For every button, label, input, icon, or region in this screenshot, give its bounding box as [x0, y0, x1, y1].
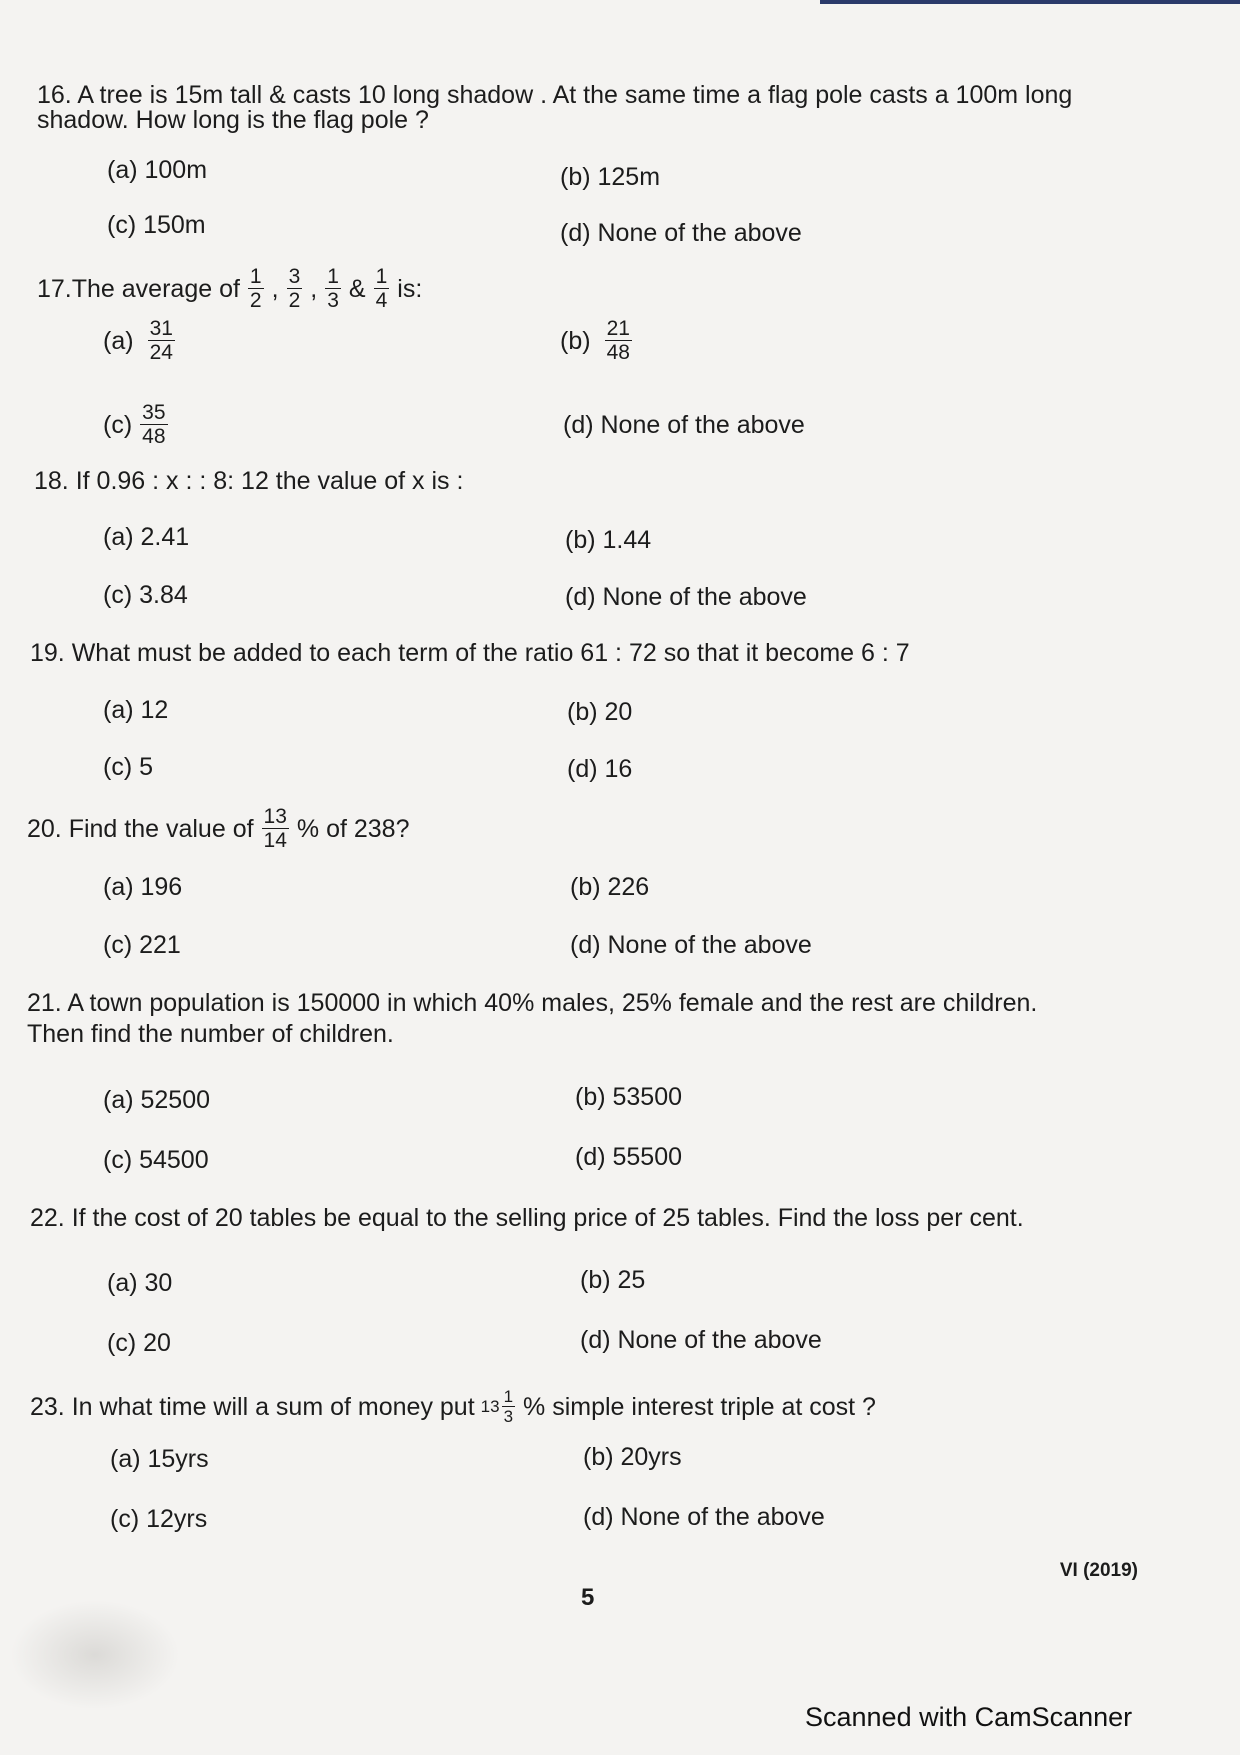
scan-smudge — [10, 1600, 180, 1710]
q17-fraction-4: $\frac{1}{4}$ — [375, 265, 388, 312]
q20-option-d: (d) None of the above — [570, 931, 812, 959]
q17-option-b-fraction: $\frac{21}{48}$ — [606, 317, 630, 364]
q20-option-b: (b) 226 — [570, 873, 650, 901]
question-19: 19. What must be added to each term of the ratio 61 : 72 so that it become 6 : 7 — [30, 639, 910, 667]
q17-amp: & — [348, 274, 366, 303]
q18-option-d: (d) None of the above — [565, 583, 807, 611]
q23-mixed-number: 13 $\frac{1}{3}$ — [480, 1387, 514, 1426]
q17-fraction-3: $\frac{1}{3}$ — [327, 265, 339, 312]
q20-option-a: (a) 196 — [103, 873, 183, 901]
q21-option-c: (c) 54500 — [103, 1146, 209, 1174]
q22-option-d: (d) None of the above — [580, 1326, 822, 1354]
top-edge-bar — [820, 0, 1240, 4]
q22-option-a: (a) 30 — [107, 1269, 173, 1297]
q22-option-b: (b) 25 — [580, 1266, 646, 1294]
q23-option-a: (a) 15yrs — [110, 1445, 209, 1473]
q21-option-a: (a) 52500 — [103, 1086, 211, 1114]
q20-option-c: (c) 221 — [103, 931, 181, 959]
q23-fraction: $\frac{1}{3}$ — [503, 1387, 514, 1426]
q19-option-a: (a) 12 — [103, 696, 169, 724]
q16-option-b: (b) 125m — [560, 163, 661, 191]
q17-option-b: (b) $\frac{21}{48}$ — [560, 317, 630, 364]
scanner-watermark: Scanned with CamScanner — [805, 1702, 1133, 1732]
q19-option-b: (b) 20 — [567, 698, 633, 726]
q16-option-c: (c) 150m — [107, 211, 206, 239]
q17-option-c-fraction: $\frac{35}{48}$ — [142, 401, 166, 448]
question-16-line1: 16. A tree is 15m tall & casts 10 long shadow . At the same time a flag pole casts a 100m long — [37, 81, 1073, 109]
q17-fraction-2: $\frac{3}{2}$ — [288, 265, 301, 312]
q22-option-c: (c) 20 — [107, 1329, 171, 1357]
question-20: 20. Find the value of $\frac{13}{14}$ % of 238? — [27, 805, 410, 852]
q21-option-b: (b) 53500 — [575, 1083, 683, 1111]
q23-option-c: (c) 12yrs — [110, 1505, 208, 1533]
question-22: 22. If the cost of 20 tables be equal to the selling price of 25 tables. Find the loss per cent. — [30, 1204, 1024, 1232]
q18-option-b: (b) 1.44 — [565, 526, 652, 554]
q20-fraction: $\frac{13}{14}$ — [263, 805, 287, 852]
q23-option-b: (b) 20yrs — [583, 1443, 682, 1471]
question-23: 23. In what time will a sum of money put 13 $\frac{1}{3}$ % simple interest triple at cost ? — [30, 1387, 876, 1426]
question-16-line2: shadow. How long is the flag pole ? — [37, 106, 429, 134]
paper-code: VI (2019) — [1059, 1560, 1138, 1581]
q17-option-a-fraction: $\frac{31}{24}$ — [149, 317, 173, 364]
q17-option-c: (c) $\frac{35}{48}$ — [103, 401, 166, 448]
q19-option-d: (d) 16 — [567, 755, 633, 783]
q16-option-a: (a) 100m — [107, 156, 208, 184]
q17-option-d: (d) None of the above — [563, 411, 805, 439]
q23-option-d: (d) None of the above — [583, 1503, 825, 1531]
q21-option-d: (d) 55500 — [575, 1143, 683, 1171]
q16-option-d: (d) None of the above — [560, 219, 802, 247]
q18-option-a: (a) 2.41 — [103, 523, 190, 551]
page-number: 5 — [581, 1584, 595, 1611]
q17-option-a: (a) $\frac{31}{24}$ — [103, 317, 173, 364]
question-21-line2: Then find the number of children. — [27, 1020, 394, 1048]
question-21-line1: 21. A town population is 150000 in which 40% males, 25% female and the rest are children. — [27, 989, 1038, 1017]
question-18: 18. If 0.96 : x : : 8: 12 the value of x is : — [34, 467, 464, 495]
question-17: 17.The average of $\frac{1}{2}$ , $\frac{3}{2}$ , $\frac{1}{3}$ & $\frac{1}{4}$ is: — [37, 265, 423, 312]
q19-option-c: (c) 5 — [103, 753, 153, 781]
q17-prefix: 17.The average of — [37, 274, 240, 303]
q17-suffix: is: — [397, 274, 423, 303]
q18-option-c: (c) 3.84 — [103, 581, 188, 609]
q17-fraction-1: $\frac{1}{2}$ — [249, 265, 262, 312]
